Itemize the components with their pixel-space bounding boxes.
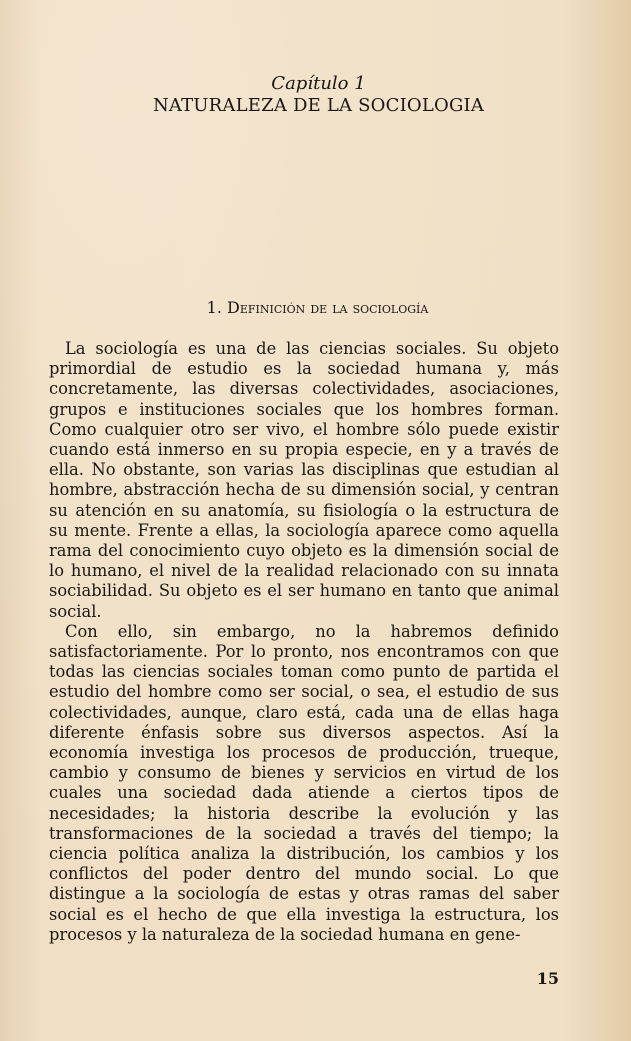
body-text	[49, 339, 559, 945]
chapter-title: NATURALEZA DE LA SOCIOLOGIA	[152, 95, 485, 116]
paragraph-2: Con ello, sin embargo, no la habremos definido satisfactoriamente. Por lo pronto, nos encontramos con que todas las ciencias sociales toman como punto de partida el estudio del hombre como ser social, o sea, el estudio de sus colectividades, aunque, claro está, cada una de ellas haga diferente énfasis sobre sus diversos aspectos. Así la economía investiga los procesos de producción, trueque, cambio y consumo de bienes y servicios en virtud de los cuales una sociedad dada atiende a ciertos tipos de necesidades; la historia describe la evolución y las transformaciones de la sociedad a través del tiempo; la ciencia política analiza la distribución, los cambios y los conflictos del poder dentro del mundo social. Lo que distingue a la sociología de estas y otras ramas del saber social es el hecho de que ella investiga la estructura, los procesos y la naturaleza de la sociedad humana en gene-	[49, 621, 559, 944]
paragraph-1: La sociología es una de las ciencias sociales. Su objeto primordial de estudio es la sociedad humana y, más concretamente, las diversas colectividades, asociaciones, grupos e instituciones sociales que los hombres forman. Como cualquier otro ser vivo, el hombre sólo puede existir cuando está inmerso en su propia especie, en y a través de ella. No obstante, son varias las disciplinas que estudian al hombre, abstracción hecha de su dimensión social, y centran su atención en su anatomía, su fisiología o la estructura de su mente. Frente a ellas, la sociología aparece como aquella rama del conocimiento cuyo objeto es la dimensión social de lo humano, el nivel de la realidad relacionado con su innata sociabilidad. Su objeto es el ser humano en tanto que animal social.	[49, 339, 559, 621]
page-number: 15	[536, 969, 559, 988]
section-heading: 1. Definición de la sociología	[206, 298, 429, 317]
chapter-label: Capítulo 1	[271, 73, 366, 94]
